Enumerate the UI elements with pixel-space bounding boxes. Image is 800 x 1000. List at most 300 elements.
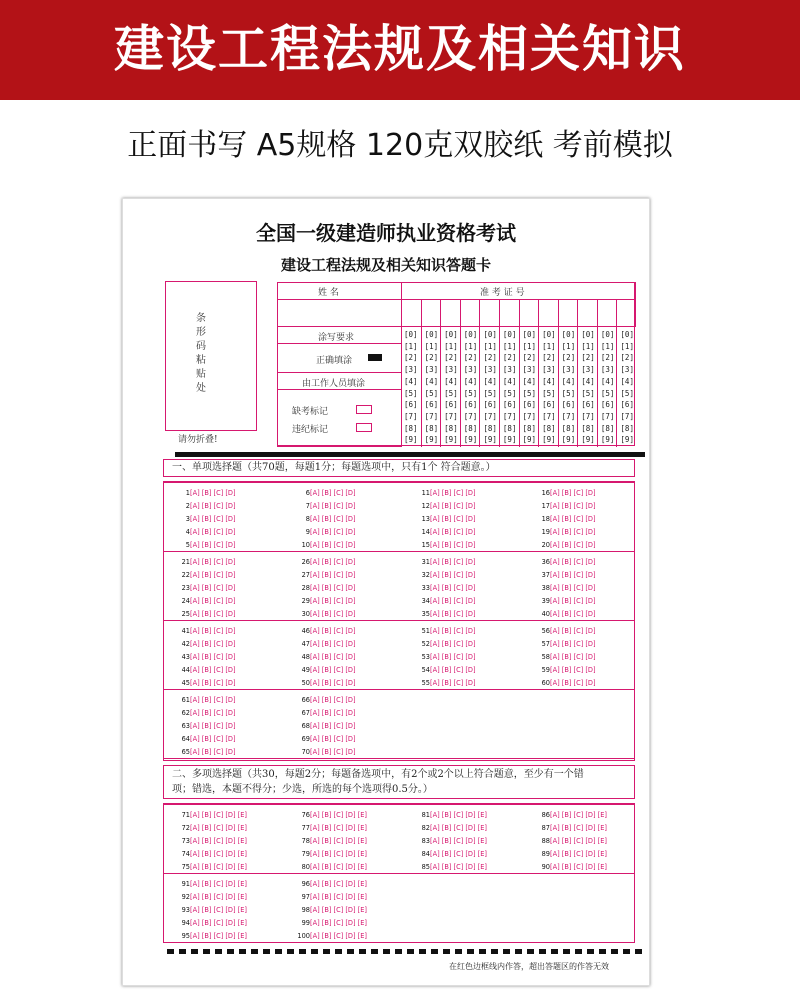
question-number: 86: [541, 811, 550, 819]
answer-options[interactable]: [A] [B] [C] [D]: [190, 666, 236, 674]
answer-options[interactable]: [A] [B] [C] [D]: [430, 541, 476, 549]
answer-options[interactable]: [A] [B] [C] [D] [E]: [550, 824, 607, 832]
exam-no-digit-options[interactable]: [0] [1] [2] [3] [4] [5] [6] [7] [8] [9]: [620, 330, 634, 445]
question-number: 20: [541, 541, 550, 549]
question-row[interactable]: [290, 487, 356, 500]
answer-block: [163, 804, 635, 874]
answer-options[interactable]: [A] [B] [C] [D] [E]: [430, 824, 487, 832]
question-row[interactable]: [170, 878, 247, 891]
timing-mark: [599, 949, 606, 954]
exam-no-digit-column: [479, 299, 499, 447]
header-banner: [0, 0, 800, 100]
question-number: 9: [305, 528, 310, 536]
answer-options[interactable]: [A] [B] [C] [D]: [550, 541, 596, 549]
answer-options[interactable]: [A] [B] [C] [D]: [430, 666, 476, 674]
timing-mark: [503, 949, 510, 954]
question-number: 80: [301, 863, 310, 871]
timing-mark: [227, 949, 234, 954]
answer-options[interactable]: [A] [B] [C] [D]: [310, 627, 356, 635]
violation-mark-label: 违纪标记: [292, 425, 329, 435]
question-row[interactable]: [290, 746, 356, 759]
timing-mark: [263, 949, 270, 954]
question-row[interactable]: [290, 625, 356, 638]
answer-options[interactable]: [A] [B] [C] [D]: [430, 679, 476, 687]
question-row[interactable]: [290, 582, 356, 595]
question-number: 13: [421, 515, 430, 523]
answer-options[interactable]: [A] [B] [C] [D] [E]: [190, 932, 247, 940]
question-number: 36: [541, 558, 550, 566]
question-number: 83: [421, 837, 430, 845]
question-row[interactable]: [290, 569, 356, 582]
answer-options[interactable]: [A] [B] [C] [D]: [430, 640, 476, 648]
question-number: 43: [181, 653, 190, 661]
exam-no-digit-column: [460, 299, 480, 447]
answer-block: [163, 873, 635, 943]
question-row[interactable]: [170, 809, 247, 822]
section1-header: [163, 459, 635, 477]
question-row[interactable]: [290, 720, 356, 733]
timing-mark: [167, 949, 174, 954]
answer-options[interactable]: [A] [B] [C] [D]: [550, 640, 596, 648]
question-row[interactable]: [290, 694, 356, 707]
question-row[interactable]: [410, 625, 476, 638]
timing-mark: [359, 949, 366, 954]
question-row[interactable]: [530, 822, 607, 835]
question-row[interactable]: [170, 500, 236, 513]
answer-options[interactable]: [A] [B] [C] [D]: [550, 666, 596, 674]
answer-options[interactable]: [A] [B] [C] [D]: [430, 584, 476, 592]
answer-options[interactable]: [A] [B] [C] [D]: [430, 597, 476, 605]
answer-options[interactable]: [A] [B] [C] [D]: [190, 627, 236, 635]
question-row[interactable]: [170, 513, 236, 526]
question-number: 33: [421, 584, 430, 592]
timing-mark: [479, 949, 486, 954]
answer-options[interactable]: [A] [B] [C] [D] [E]: [190, 811, 247, 819]
answer-options[interactable]: [A] [B] [C] [D]: [310, 610, 356, 618]
question-row[interactable]: [170, 930, 247, 943]
question-row[interactable]: [410, 651, 476, 664]
answer-options[interactable]: [A] [B] [C] [D]: [190, 679, 236, 687]
exam-no-digit-options[interactable]: [0] [1] [2] [3] [4] [5] [6] [7] [8] [9]: [522, 330, 537, 445]
question-number: 35: [421, 610, 430, 618]
question-number: 32: [421, 571, 430, 579]
answer-options[interactable]: [A] [B] [C] [D] [E]: [190, 919, 247, 927]
question-number: 57: [541, 640, 550, 648]
answer-options[interactable]: [A] [B] [C] [D] [E]: [550, 863, 607, 871]
answer-options[interactable]: [A] [B] [C] [D]: [190, 528, 236, 536]
question-row[interactable]: [410, 595, 476, 608]
answer-options[interactable]: [A] [B] [C] [D]: [430, 528, 476, 536]
answer-options[interactable]: [A] [B] [C] [D]: [310, 528, 356, 536]
question-row[interactable]: [170, 526, 236, 539]
answer-options[interactable]: [A] [B] [C] [D]: [310, 597, 356, 605]
question-row[interactable]: [410, 569, 476, 582]
answer-options[interactable]: [A] [B] [C] [D] [E]: [190, 863, 247, 871]
timing-marks-bottom: [167, 949, 637, 954]
answer-options[interactable]: [A] [B] [C] [D]: [310, 584, 356, 592]
question-row[interactable]: [410, 835, 487, 848]
question-row[interactable]: [290, 904, 367, 917]
question-row[interactable]: [170, 651, 236, 664]
answer-options[interactable]: [A] [B] [C] [D] [E]: [310, 932, 367, 940]
question-number: 78: [301, 837, 310, 845]
question-row[interactable]: [530, 835, 607, 848]
question-number: 45: [181, 679, 190, 687]
question-row[interactable]: [170, 582, 236, 595]
answer-options[interactable]: [A] [B] [C] [D]: [550, 528, 596, 536]
timing-mark: [443, 949, 450, 954]
question-row[interactable]: [410, 556, 476, 569]
question-row[interactable]: [170, 638, 236, 651]
absent-mark-box[interactable]: [356, 405, 372, 414]
question-number: 22: [181, 571, 190, 579]
answer-options[interactable]: [A] [B] [C] [D] [E]: [310, 863, 367, 871]
question-row[interactable]: [530, 595, 596, 608]
answer-options[interactable]: [A] [B] [C] [D] [E]: [310, 824, 367, 832]
question-number: 90: [541, 863, 550, 871]
answer-options[interactable]: [A] [B] [C] [D] [E]: [310, 850, 367, 858]
answer-options[interactable]: [A] [B] [C] [D]: [430, 515, 476, 523]
question-row[interactable]: [290, 651, 356, 664]
answer-options[interactable]: [A] [B] [C] [D] [E]: [310, 880, 367, 888]
answer-options[interactable]: [A] [B] [C] [D] [E]: [190, 850, 247, 858]
section2-title-line2: 项；错选，本题不得分；少选，所选的每个选项得0.5分。）: [172, 784, 433, 795]
question-number: 91: [181, 880, 190, 888]
answer-options[interactable]: [A] [B] [C] [D]: [550, 584, 596, 592]
answer-options[interactable]: [A] [B] [C] [D]: [310, 666, 356, 674]
answer-options[interactable]: [A] [B] [C] [D]: [190, 735, 236, 743]
answer-options[interactable]: [A] [B] [C] [D]: [310, 709, 356, 717]
question-number: 62: [181, 709, 190, 717]
filled-sample-mark: [368, 354, 382, 361]
answer-options[interactable]: [A] [B] [C] [D]: [430, 502, 476, 510]
exam-no-digit-options[interactable]: [0] [1] [2] [3] [4] [5] [6] [7] [8] [9]: [424, 330, 439, 445]
question-row[interactable]: [530, 809, 607, 822]
answer-options[interactable]: [A] [B] [C] [D] [E]: [430, 863, 487, 871]
answer-options[interactable]: [A] [B] [C] [D]: [190, 541, 236, 549]
question-number: 85: [421, 863, 430, 871]
answer-options[interactable]: [A] [B] [C] [D] [E]: [190, 837, 247, 845]
answer-options[interactable]: [A] [B] [C] [D] [E]: [310, 906, 367, 914]
answer-options[interactable]: [A] [B] [C] [D] [E]: [190, 906, 247, 914]
section2-title-line1: 二、多项选择题（共30，每题2分；每题备选项中，有2个或2个以上符合题意，至少有一个错: [172, 769, 584, 780]
question-number: 68: [301, 722, 310, 730]
exam-no-digit-options[interactable]: [0] [1] [2] [3] [4] [5] [6] [7] [8] [9]: [542, 330, 556, 445]
question-row[interactable]: [530, 556, 596, 569]
question-number: 82: [421, 824, 430, 832]
question-row[interactable]: [290, 500, 356, 513]
timing-mark: [395, 949, 402, 954]
question-row[interactable]: [290, 809, 367, 822]
exam-no-digit-options[interactable]: [0] [1] [2] [3] [4] [5] [6] [7] [8] [9]: [483, 330, 497, 445]
answer-options[interactable]: [A] [B] [C] [D] [E]: [430, 811, 487, 819]
question-row[interactable]: [170, 625, 236, 638]
answer-options[interactable]: [A] [B] [C] [D] [E]: [430, 850, 487, 858]
answer-options[interactable]: [A] [B] [C] [D]: [310, 558, 356, 566]
answer-options[interactable]: [A] [B] [C] [D] [E]: [310, 837, 367, 845]
question-row[interactable]: [290, 733, 356, 746]
answer-options[interactable]: [A] [B] [C] [D]: [190, 584, 236, 592]
question-row[interactable]: [290, 556, 356, 569]
question-row[interactable]: [290, 513, 356, 526]
question-row[interactable]: [170, 487, 236, 500]
barcode-label: 条形码粘贴处: [196, 313, 206, 394]
question-row[interactable]: [290, 664, 356, 677]
question-row[interactable]: [170, 917, 247, 930]
barcode-box: [165, 281, 257, 431]
question-number: 97: [301, 893, 310, 901]
question-row[interactable]: [170, 595, 236, 608]
exam-no-digit-column: [519, 299, 539, 447]
question-row[interactable]: [170, 835, 247, 848]
answer-options[interactable]: [A] [B] [C] [D]: [310, 735, 356, 743]
answer-options[interactable]: [A] [B] [C] [D]: [190, 709, 236, 717]
exam-no-digit-options[interactable]: [0] [1] [2] [3] [4] [5] [6] [7] [8] [9]: [404, 330, 418, 445]
answer-options[interactable]: [A] [B] [C] [D] [E]: [190, 893, 247, 901]
answer-options[interactable]: [A] [B] [C] [D]: [190, 515, 236, 523]
answer-options[interactable]: [A] [B] [C] [D]: [310, 489, 356, 497]
question-number: 63: [181, 722, 190, 730]
question-row[interactable]: [530, 848, 607, 861]
question-row[interactable]: [170, 569, 236, 582]
question-number: 69: [301, 735, 310, 743]
question-number: 14: [421, 528, 430, 536]
exam-no-digit-column: [616, 299, 636, 447]
answer-options[interactable]: [A] [B] [C] [D]: [430, 571, 476, 579]
answer-options[interactable]: [A] [B] [C] [D]: [310, 748, 356, 756]
question-number: 76: [301, 811, 310, 819]
question-row[interactable]: [290, 891, 367, 904]
question-row[interactable]: [290, 822, 367, 835]
question-row[interactable]: [170, 733, 236, 746]
answer-options[interactable]: [A] [B] [C] [D]: [310, 722, 356, 730]
answer-options[interactable]: [A] [B] [C] [D]: [550, 515, 596, 523]
answer-options[interactable]: [A] [B] [C] [D]: [190, 722, 236, 730]
question-row[interactable]: [530, 664, 596, 677]
answer-options[interactable]: [A] [B] [C] [D]: [550, 489, 596, 497]
answer-options[interactable]: [A] [B] [C] [D]: [190, 571, 236, 579]
question-number: 66: [301, 696, 310, 704]
answer-options[interactable]: [A] [B] [C] [D]: [310, 696, 356, 704]
answer-options[interactable]: [A] [B] [C] [D]: [550, 679, 596, 687]
timing-mark: [407, 949, 414, 954]
answer-options[interactable]: [A] [B] [C] [D]: [310, 541, 356, 549]
question-number: 25: [181, 610, 190, 618]
question-row[interactable]: [290, 526, 356, 539]
answer-options[interactable]: [A] [B] [C] [D]: [190, 748, 236, 756]
answer-options[interactable]: [A] [B] [C] [D] [E]: [310, 919, 367, 927]
answer-options[interactable]: [A] [B] [C] [D]: [550, 653, 596, 661]
question-row[interactable]: [410, 664, 476, 677]
footer-note: 在红色边框线内作答，超出答题区的作答无效: [449, 962, 609, 971]
name-write-area[interactable]: [277, 299, 402, 327]
question-number: 64: [181, 735, 190, 743]
answer-options[interactable]: [A] [B] [C] [D]: [310, 640, 356, 648]
answer-options[interactable]: [A] [B] [C] [D]: [310, 653, 356, 661]
question-row[interactable]: [290, 595, 356, 608]
question-number: 72: [181, 824, 190, 832]
question-number: 67: [301, 709, 310, 717]
answer-options[interactable]: [A] [B] [C] [D]: [550, 502, 596, 510]
question-row[interactable]: [530, 500, 596, 513]
question-number: 19: [541, 528, 550, 536]
timing-mark: [575, 949, 582, 954]
timing-mark: [623, 949, 630, 954]
question-row[interactable]: [170, 746, 236, 759]
question-row[interactable]: [530, 651, 596, 664]
question-number: 26: [301, 558, 310, 566]
question-row[interactable]: [290, 638, 356, 651]
question-row[interactable]: [530, 513, 596, 526]
question-row[interactable]: [170, 822, 247, 835]
question-row[interactable]: [170, 664, 236, 677]
answer-options[interactable]: [A] [B] [C] [D]: [430, 610, 476, 618]
question-row[interactable]: [410, 848, 487, 861]
question-row[interactable]: [410, 500, 476, 513]
question-row[interactable]: [410, 513, 476, 526]
timing-mark: [635, 949, 642, 954]
exam-no-digit-column: [499, 299, 519, 447]
question-row[interactable]: [170, 556, 236, 569]
answer-options[interactable]: [A] [B] [C] [D] [E]: [190, 824, 247, 832]
timing-mark: [335, 949, 342, 954]
question-row[interactable]: [530, 582, 596, 595]
answer-options[interactable]: [A] [B] [C] [D]: [550, 597, 596, 605]
question-number: 71: [181, 811, 190, 819]
timing-mark: [491, 949, 498, 954]
answer-options[interactable]: [A] [B] [C] [D]: [310, 571, 356, 579]
question-row[interactable]: [170, 720, 236, 733]
question-number: 56: [541, 627, 550, 635]
answer-block: [163, 689, 635, 759]
timing-mark: [275, 949, 282, 954]
answer-options[interactable]: [A] [B] [C] [D] [E]: [310, 893, 367, 901]
answer-options[interactable]: [A] [B] [C] [D] [E]: [430, 837, 487, 845]
question-row[interactable]: [410, 638, 476, 651]
answer-options[interactable]: [A] [B] [C] [D]: [430, 653, 476, 661]
timing-mark: [203, 949, 210, 954]
answer-options[interactable]: [A] [B] [C] [D]: [550, 610, 596, 618]
question-number: 84: [421, 850, 430, 858]
question-row[interactable]: [290, 917, 367, 930]
exam-no-digit-options[interactable]: [0] [1] [2] [3] [4] [5] [6] [7] [8] [9]: [600, 330, 615, 445]
answer-options[interactable]: [A] [B] [C] [D] [E]: [550, 850, 607, 858]
answer-block: [163, 620, 635, 690]
question-row[interactable]: [170, 904, 247, 917]
question-row[interactable]: [530, 569, 596, 582]
id-grid: [277, 282, 635, 446]
question-number: 61: [181, 696, 190, 704]
exam-no-digit-options[interactable]: [0] [1] [2] [3] [4] [5] [6] [7] [8] [9]: [502, 330, 517, 445]
answer-options[interactable]: [A] [B] [C] [D]: [430, 627, 476, 635]
question-number: 77: [301, 824, 310, 832]
answer-options[interactable]: [A] [B] [C] [D] [E]: [190, 880, 247, 888]
answer-options[interactable]: [A] [B] [C] [D]: [310, 502, 356, 510]
question-number: 38: [541, 584, 550, 592]
question-row[interactable]: [530, 487, 596, 500]
timing-mark: [419, 949, 426, 954]
answer-options[interactable]: [A] [B] [C] [D]: [190, 610, 236, 618]
question-row[interactable]: [530, 638, 596, 651]
question-number: 34: [421, 597, 430, 605]
answer-options[interactable]: [A] [B] [C] [D]: [190, 489, 236, 497]
answer-block: [163, 551, 635, 621]
answer-options[interactable]: [A] [B] [C] [D]: [550, 558, 596, 566]
question-number: 79: [301, 850, 310, 858]
answer-options[interactable]: [A] [B] [C] [D]: [310, 679, 356, 687]
question-row[interactable]: [530, 625, 596, 638]
timing-mark: [587, 949, 594, 954]
question-number: 15: [421, 541, 430, 549]
question-number: 5: [185, 541, 190, 549]
exam-no-digit-options[interactable]: [0] [1] [2] [3] [4] [5] [6] [7] [8] [9]: [581, 330, 595, 445]
answer-options[interactable]: [A] [B] [C] [D]: [550, 571, 596, 579]
question-row[interactable]: [410, 809, 487, 822]
question-row[interactable]: [290, 707, 356, 720]
question-number: 8: [305, 515, 310, 523]
answer-options[interactable]: [A] [B] [C] [D] [E]: [550, 811, 607, 819]
question-row[interactable]: [530, 526, 596, 539]
question-number: 4: [185, 528, 190, 536]
question-row[interactable]: [410, 526, 476, 539]
question-number: 39: [541, 597, 550, 605]
answer-options[interactable]: [A] [B] [C] [D]: [190, 696, 236, 704]
answer-options[interactable]: [A] [B] [C] [D]: [430, 558, 476, 566]
answer-options[interactable]: [A] [B] [C] [D]: [310, 515, 356, 523]
exam-no-digit-options[interactable]: [0] [1] [2] [3] [4] [5] [6] [7] [8] [9]: [463, 330, 478, 445]
exam-no-digit-column: [538, 299, 558, 447]
question-row[interactable]: [410, 487, 476, 500]
question-row[interactable]: [170, 891, 247, 904]
answer-options[interactable]: [A] [B] [C] [D]: [550, 627, 596, 635]
timing-mark: [563, 949, 570, 954]
exam-no-digit-options[interactable]: [0] [1] [2] [3] [4] [5] [6] [7] [8] [9]: [444, 330, 458, 445]
question-row[interactable]: [290, 878, 367, 891]
product-subtitle: 正面书写 A5规格 120克双胶纸 考前模拟: [127, 128, 673, 163]
question-number: 93: [181, 906, 190, 914]
question-row[interactable]: [170, 848, 247, 861]
exam-no-digit-options[interactable]: [0] [1] [2] [3] [4] [5] [6] [7] [8] [9]: [561, 330, 576, 445]
answer-options[interactable]: [A] [B] [C] [D] [E]: [550, 837, 607, 845]
question-row[interactable]: [170, 694, 236, 707]
question-number: 10: [301, 541, 310, 549]
question-number: 27: [301, 571, 310, 579]
question-row[interactable]: [290, 848, 367, 861]
answer-options[interactable]: [A] [B] [C] [D]: [190, 640, 236, 648]
question-row[interactable]: [410, 582, 476, 595]
question-number: 100: [297, 932, 310, 940]
answer-options[interactable]: [A] [B] [C] [D] [E]: [310, 811, 367, 819]
answer-options[interactable]: [A] [B] [C] [D]: [190, 502, 236, 510]
question-number: 99: [301, 919, 310, 927]
exam-no-digit-column: [440, 299, 460, 447]
answer-options[interactable]: [A] [B] [C] [D]: [190, 558, 236, 566]
answer-options[interactable]: [A] [B] [C] [D]: [190, 653, 236, 661]
question-row[interactable]: [290, 930, 367, 943]
answer-options[interactable]: [A] [B] [C] [D]: [190, 597, 236, 605]
question-number: 70: [301, 748, 310, 756]
violation-mark-box[interactable]: [356, 423, 372, 432]
timing-mark: [551, 949, 558, 954]
question-row[interactable]: [170, 707, 236, 720]
answer-block: [163, 482, 635, 552]
question-number: 59: [541, 666, 550, 674]
question-row[interactable]: [290, 835, 367, 848]
question-row[interactable]: [410, 822, 487, 835]
answer-options[interactable]: [A] [B] [C] [D]: [430, 489, 476, 497]
exam-no-digit-column: [558, 299, 578, 447]
timing-mark: [347, 949, 354, 954]
